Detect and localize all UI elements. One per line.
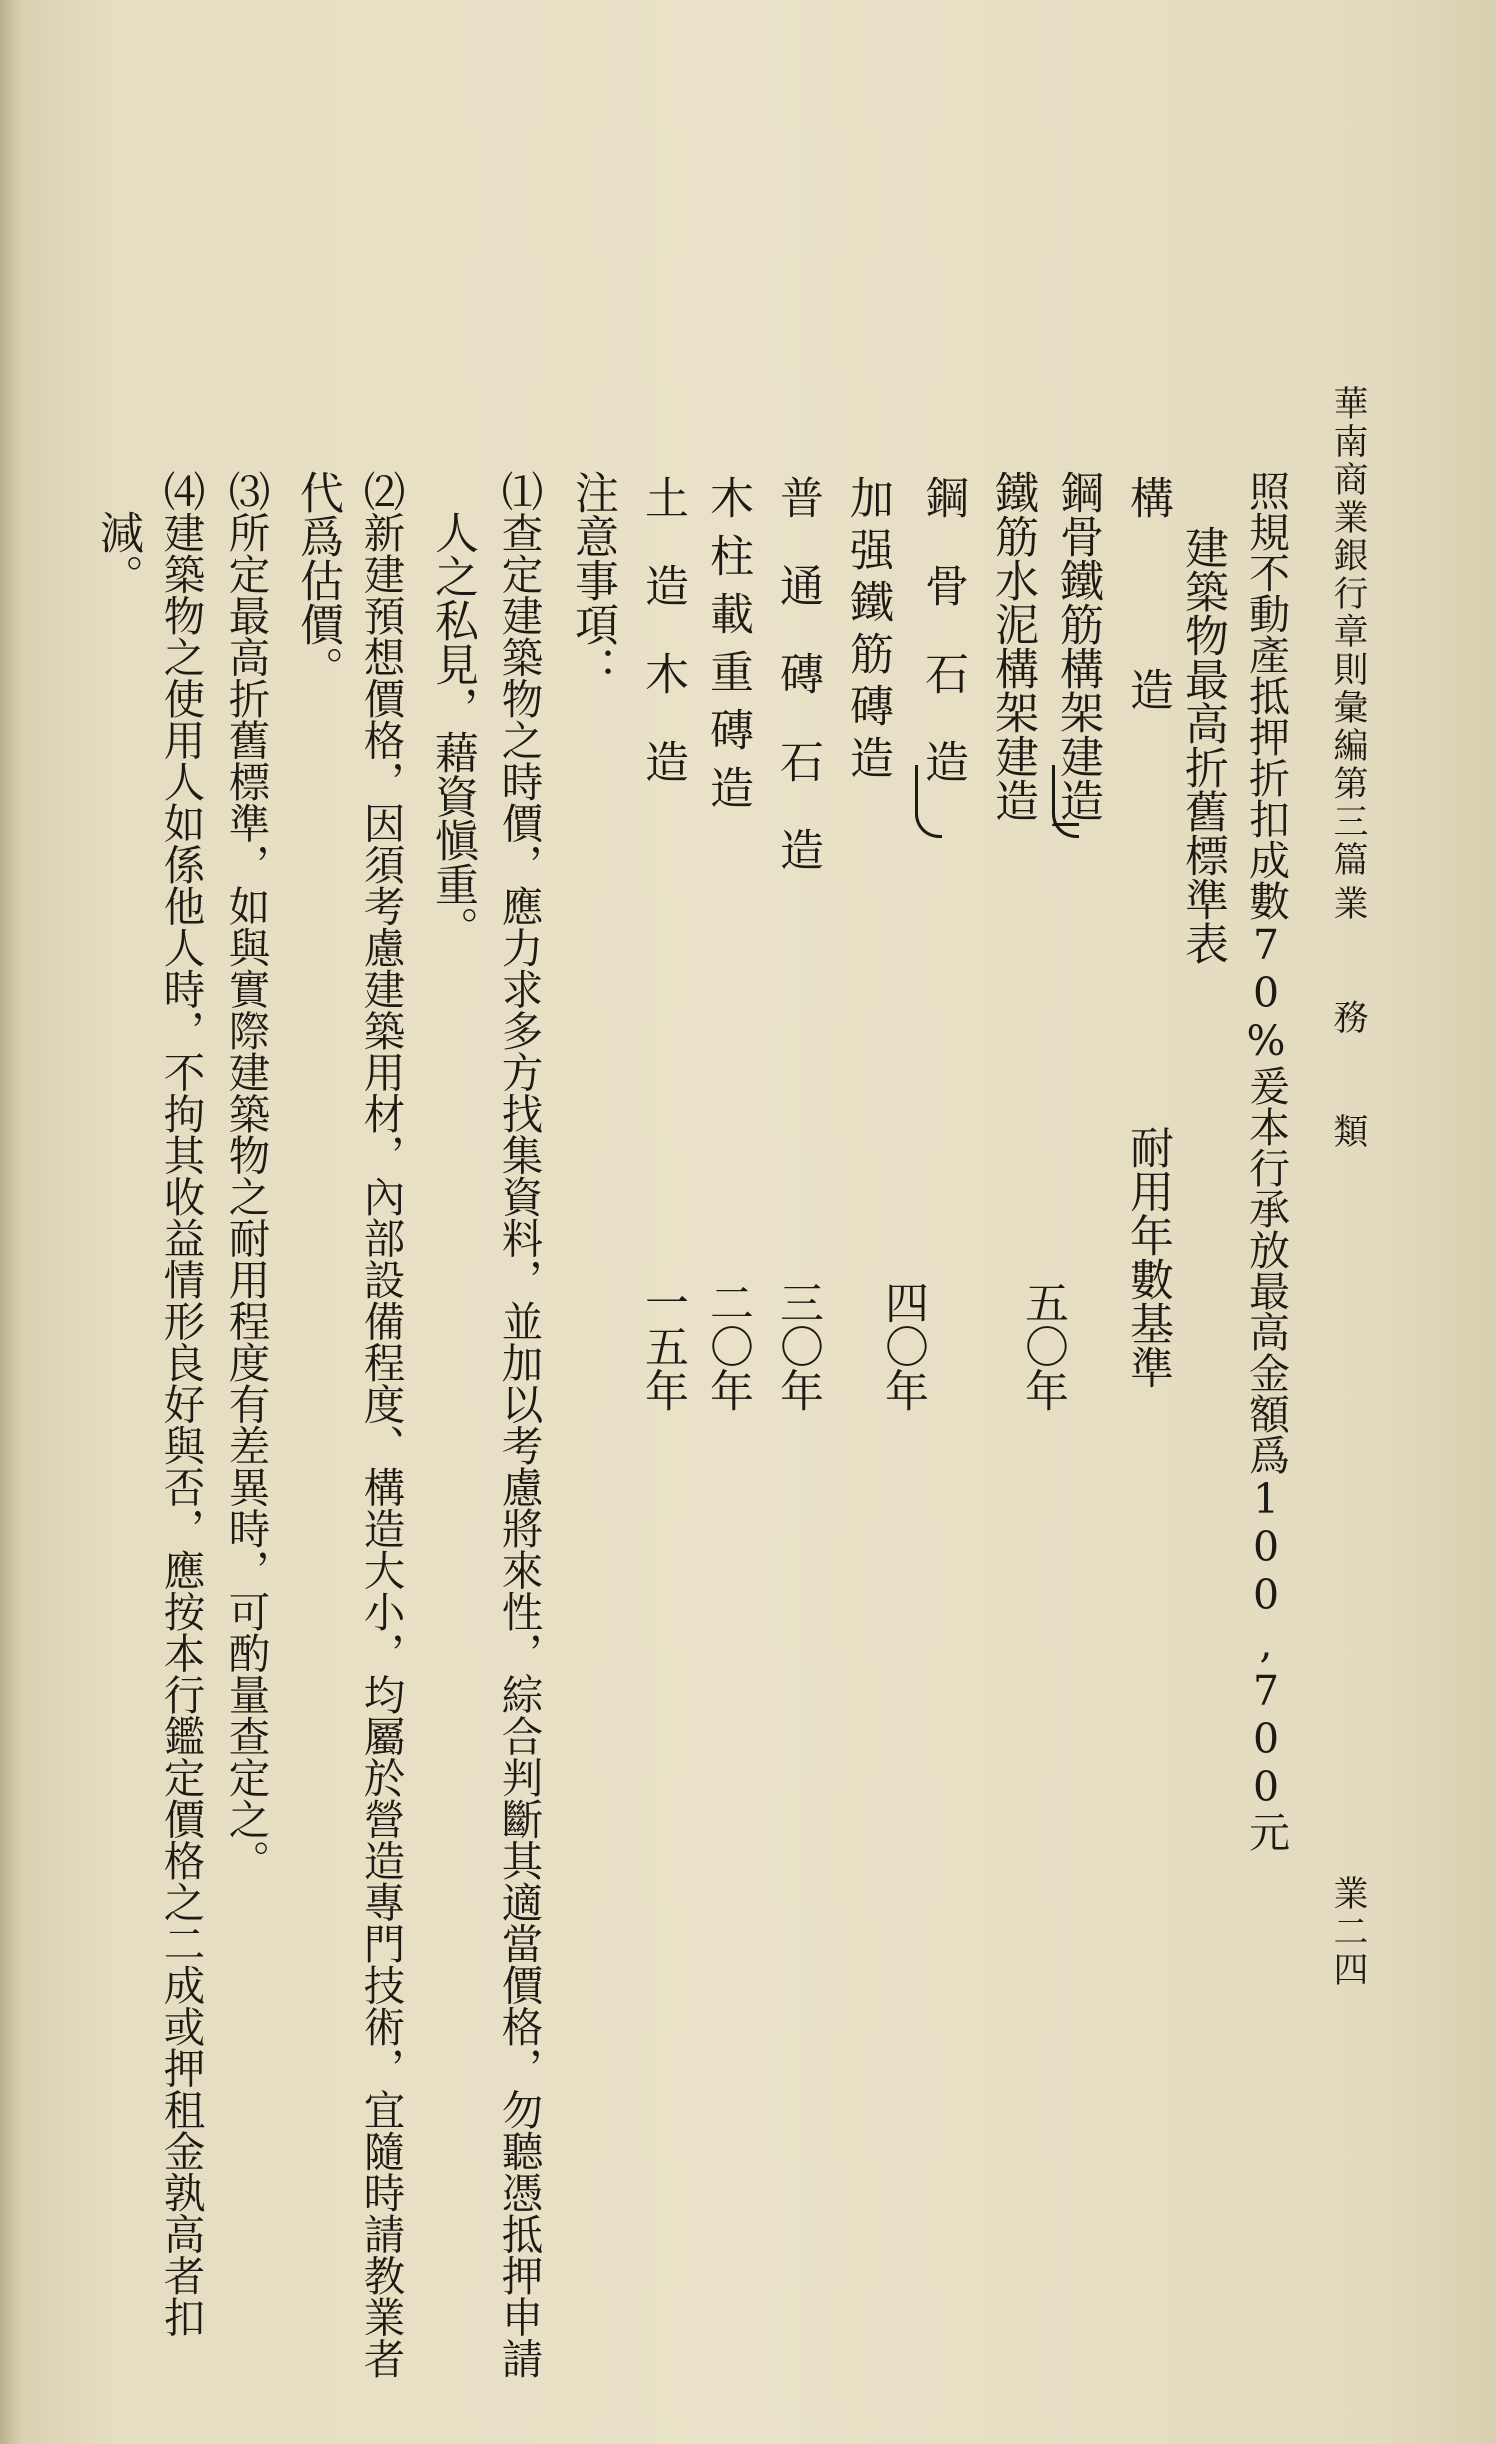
note-item-continuation: 減。 [92, 510, 143, 598]
note-item: ⑶所定最高折舊標準，如與實際建築物之耐用程度有差異時，可酌量查定之。 [221, 470, 271, 1881]
category-label: 業 務 類 [1328, 885, 1368, 1151]
notes-heading: 注意事項： [567, 470, 618, 690]
brace-group-1 [1052, 765, 1079, 838]
book-title: 華南商業銀行章則彙編 [1328, 385, 1368, 765]
table-row-structure: 鋼骨鐵筋構架建造 [1052, 470, 1103, 822]
brace-group-2 [915, 765, 942, 838]
note-item-continuation: 代爲估價。 [292, 470, 343, 690]
table-row-years: 五〇年 [1017, 1280, 1068, 1412]
note-item: ⑵新建預想價格，因須考慮建築用材，內部設備程度、構造大小，均屬於營造專門技術，宜隨時請教業者 [356, 470, 406, 2379]
page-number: 業二四 [1328, 1875, 1368, 1989]
table-title: 建築物最高折舊標準表 [1177, 525, 1228, 965]
table-row-structure: 土 造 木 造 [637, 475, 688, 783]
intro-line: 照規不動產抵押折扣成數70%爰本行承放最高金額爲100,700元 [1242, 470, 1290, 1852]
note-item-continuation: 人之私見，藉資愼重。 [427, 510, 478, 950]
table-row-structure: 鋼 骨 石 造 [917, 475, 968, 783]
section-label: 第三篇 [1328, 765, 1368, 879]
table-row-years: 三〇年 [772, 1280, 823, 1412]
column-header-years: 耐用年數基準 [1122, 1125, 1173, 1389]
brace-group-1-lower [1052, 823, 1079, 826]
table-row-years: 四〇年 [877, 1280, 928, 1412]
table-row-years: 二〇年 [702, 1280, 753, 1412]
table-row-structure: 加强鐵筋磚造 [842, 475, 893, 787]
column-header-structure: 構 造 [1122, 475, 1173, 731]
note-item: ⑴查定建築物之時價，應力求多方找集資料，並加以考慮將來性，綜合判斷其適當價格，勿聽憑抵押申請 [494, 470, 544, 2379]
binding-edge [0, 0, 22, 2444]
table-row-structure: 木柱載重磚造 [702, 475, 753, 823]
note-item: ⑷建築物之使用人如係他人時，不拘其收益情形良好與否，應按本行鑑定價格之二成或押租金孰高者扣 [156, 470, 206, 2338]
table-row-structure: 普 通 磚 石 造 [772, 475, 823, 871]
table-row-structure: 鐵筋水泥構架建造 [987, 470, 1038, 822]
table-row-years: 一五年 [637, 1280, 688, 1412]
